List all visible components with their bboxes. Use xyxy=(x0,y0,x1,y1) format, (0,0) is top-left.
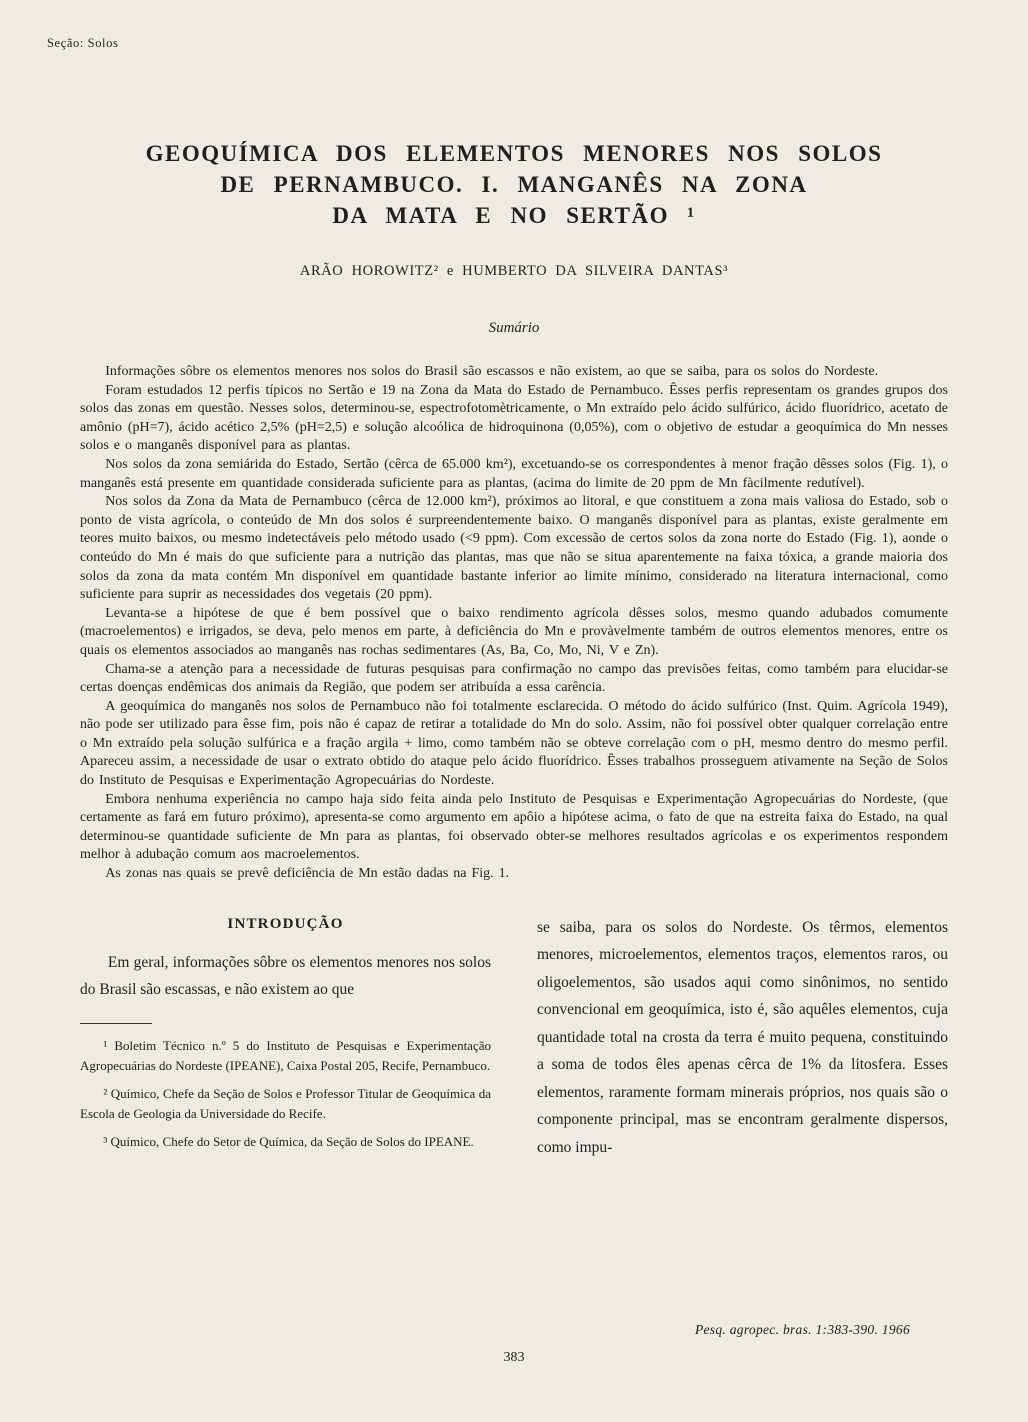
abstract-paragraph: Nos solos da zona semiárida do Estado, Sertão (cêrca de 65.000 km²), excetuando-se os correspondentes à menor fração dêsses solos (Fig. 1), o manganês está presente em quantidade considerada suficiente para as plantas, (acima do limite de 20 ppm de Mn fàcilmente redutível). xyxy=(80,456,948,491)
footnote: ² Químico, Chefe da Seção de Solos e Professor Titular de Geoquímica da Escola de Geologia da Universidade do Recife. xyxy=(80,1085,491,1121)
abstract xyxy=(80,363,948,884)
abstract-paragraph: A geoquímica do manganês nos solos de Pernambuco não foi totalmente esclarecida. O método do ácido sulfúrico (Inst. Quim. Agrícola 1949), não pode ser utilizado para êsse fim, pois não é capaz de retirar a totalidade do Mn do solo. Assim, não foi possível obter qualquer correlação entre o Mn extraído pela solução sulfúrica e a fração argila + limo, como também não se obteve correlação com o pH, mesmo dentro do mesmo perfil. Apareceu assim, a necessidade de usar o extrato obtido do ataque pelo ácido fluorídrico. Êsses trabalhos prosseguem ativamente na Seção de Solos do Instituto de Pesquisas e Experimentação Agropecuárias do Nordeste. xyxy=(80,698,948,789)
left-column xyxy=(80,912,491,1162)
footnote: ¹ Boletim Técnico n.º 5 do Instituto de Pesquisas e Experimentação Agropecuárias do Nordeste (IPEANE), Caixa Postal 205, Recife, Pernambuco. xyxy=(80,1037,491,1073)
footnote: ³ Químico, Chefe do Setor de Química, da Seção de Solos do IPEANE. xyxy=(103,1133,474,1149)
paper-title xyxy=(80,0,948,231)
abstract-paragraph: Levanta-se a hipótese de que é bem possível que o baixo rendimento agrícola dêsses solos, mesmo quando adubados comumente (macroelementos) e irrigados, se deva, pelo menos em parte, à deficiência do Mn e provàvelmente também de outros elementos menores, entre os quais os elementos associados ao manganês nas rochas sedimentares (As, Ba, Co, Mo, Ni, V e Zn). xyxy=(80,605,948,658)
abstract-paragraph: Foram estudados 12 perfis típicos no Sertão e 19 na Zona da Mata do Estado de Pernambuco. Êsses perfis representam os grandes grupos dos solos das zonas em questão. Nesses solos, determinou-se, espectrofotomètricamente, o Mn extraído pelo ácido sulfúrico, ácido fluorídrico, acetato de amônio (pH=7), ácido acético 2,5% (pH=2,5) e solução alcoólica de hidroquinona (0,05%), com o objetivo de estudar a geoquímica do Mn nesses solos e o manganês disponível para as plantas. xyxy=(80,382,948,454)
journal-citation: Pesq. agropec. bras. 1:383-390. 1966 xyxy=(694,1322,910,1337)
section-label: Seção: Solos xyxy=(47,36,119,50)
introduction-heading: INTRODUÇÃO xyxy=(227,915,344,932)
title-line-2: DE PERNAMBUCO. I. MANGANÊS NA ZONA xyxy=(220,172,808,197)
abstract-paragraph: Informações sôbre os elementos menores nos solos do Brasil são escassos e não existem, ao que se saiba, para os solos do Nordeste. xyxy=(105,364,879,379)
continuation-paragraph: se saiba, para os solos do Nordeste. Os têrmos, elementos menores, microelementos, elementos traços, elementos raros, ou oligoelementos, são usados aqui como sinônimos, no sentido convencional em geoquímica, isto é, são aquêles elementos, cuja quantidade total na crosta da terra é muito pequena, constituindo a soma de todos êles apenas cêrca de 1% da litosfera. Esses elementos, raramente formam minerais próprios, nos quais são o componente principal, mas se encontram geralmente dispersos, como impu- xyxy=(537,918,948,1156)
footnotes xyxy=(80,1036,491,1152)
two-column-body xyxy=(80,912,948,1162)
abstract-paragraph: Nos solos da Zona da Mata de Pernambuco (cêrca de 12.000 km²), próximos ao litoral, e que constituem a zona mais valiosa do Estado, sob o ponto de vista agrícola, o conteúdo de Mn dos solos é surpreendentemente baixo. O manganês disponível para as plantas, existe geralmente em teores muito baixos, ou mesmo indetectáveis pelo método usado (<9 ppm). Com excessão de certos solos da zona norte do Estado (Fig. 1), aonde o conteúdo do Mn é mais do que suficiente para a nutrição das plantas, mas que não se situa aparentemente na faixa tóxica, a grande maioria dos solos da zona da mata contém Mn disponível em quantidade bastante inferior ao limite mínimo, considerado na literatura internacional, como suficiente para suprir as necessidades dos vegetais (20 ppm). xyxy=(80,494,948,603)
abstract-paragraph: Embora nenhuma experiência no campo haja sido feita ainda pelo Instituto de Pesquisas e Experimentação Agropecuárias do Nordeste, (que certamente as fará em futuro próximo), apresenta-se como argumento em apôio a hipótese acima, o fato de que na estreita faixa do Estado, na qual determinou-se quantidade suficiente de Mn para as plantas, foi observado obter-se melhores resultados agrícolas e os experimentos respondem melhor à adubação comum aos macroelementos. xyxy=(80,791,948,863)
introduction-paragraph: Em geral, informações sôbre os elementos menores nos solos do Brasil são escassas, e não existem ao que xyxy=(80,953,491,998)
title-line-1: GEOQUÍMICA DOS ELEMENTOS MENORES NOS SOLOS xyxy=(145,141,883,166)
authors-line: ARÃO HOROWITZ² e HUMBERTO DA SILVEIRA DANTAS³ xyxy=(299,263,729,279)
abstract-paragraph: As zonas nas quais se prevê deficiência de Mn estão dadas na Fig. 1. xyxy=(105,866,510,882)
summary-heading: Sumário xyxy=(488,320,540,336)
abstract-paragraph: Chama-se a atenção para a necessidade de futuras pesquisas para confirmação no campo das previsões feitas, como também para elucidar-se certas doenças endêmicas dos animais da Região, que podem ser atribuída a essa carência. xyxy=(80,661,948,696)
right-column xyxy=(537,912,948,1162)
footnote-divider xyxy=(80,1023,152,1024)
title-line-3: DA MATA E NO SERTÃO ¹ xyxy=(332,203,696,228)
page-number: 383 xyxy=(503,1350,525,1365)
